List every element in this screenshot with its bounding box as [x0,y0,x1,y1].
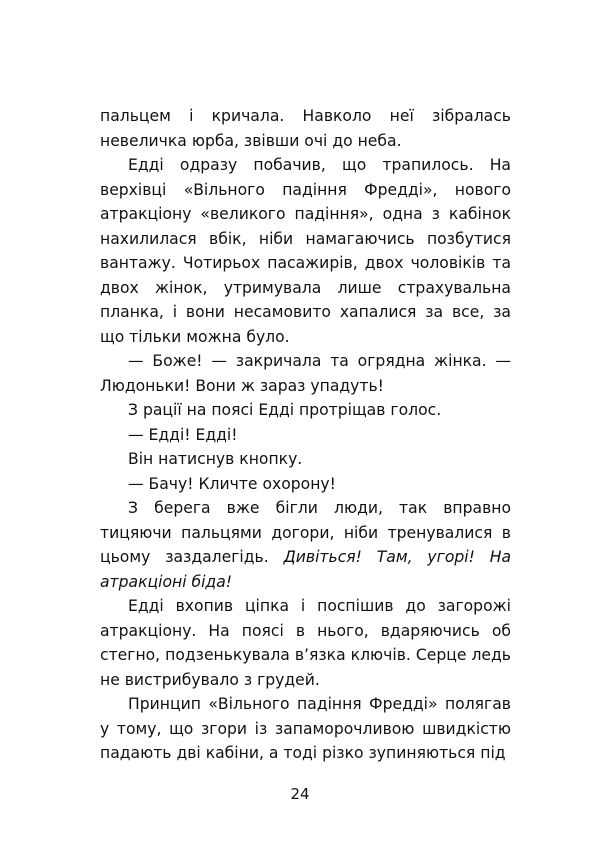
paragraph: З рації на поясі Едді протріщав голос. [128,401,442,419]
paragraph: Едді вхопив ціпка і поспішив до загорожі атракціону. На поясі в нього, вдаряючись об стегно, подзенькувала в’язка ключів. Серце ледь не вистрибувало з грудей. [100,597,511,689]
dialogue-paragraph: — Едді! Едді! [128,425,238,444]
paragraph: Принцип «Вільного падіння Фредді» полягав у тому, що згори із запаморочливою швидкістю падають дві кабіни, а тоді різко зупиняються під [100,695,511,762]
paragraph: Він натиснув кнопку. [128,450,303,468]
paragraph [100,496,511,594]
paragraph-text: З берега вже бігли люди, так вправно тицяючи пальцями догори, ніби тренувалися в цьому заздалегідь. [100,499,511,566]
dialogue-paragraph: — Боже! — закричала та огрядна жінка. — Людоньки! Вони ж зараз упадуть! [100,352,511,395]
paragraph: пальцем і кричала. Навколо неї зібралась невеличка юрба, звівши очі до неба. [100,107,511,150]
paragraph: Едді одразу побачив, що трапилось. На верхівці «Вільного падіння Фредді», нового атракціону «великого падіння», одна з кабінок нахилилася вбік, ніби намагаючись позбутися вантажу. Чотирьох пасажирів, двох чоловіків та двох жінок, утримувала лише страхувальна планка, і вони несамовито хапалися за все, за що тільки можна було. [100,156,511,346]
page-number: 24 [290,785,310,803]
body-text [100,104,511,766]
dialogue-paragraph: — Бачу! Кличте охорону! [128,474,336,493]
italic-exclamation: Дивіться! Там, угорі! На атракціоні біда! [100,548,512,591]
